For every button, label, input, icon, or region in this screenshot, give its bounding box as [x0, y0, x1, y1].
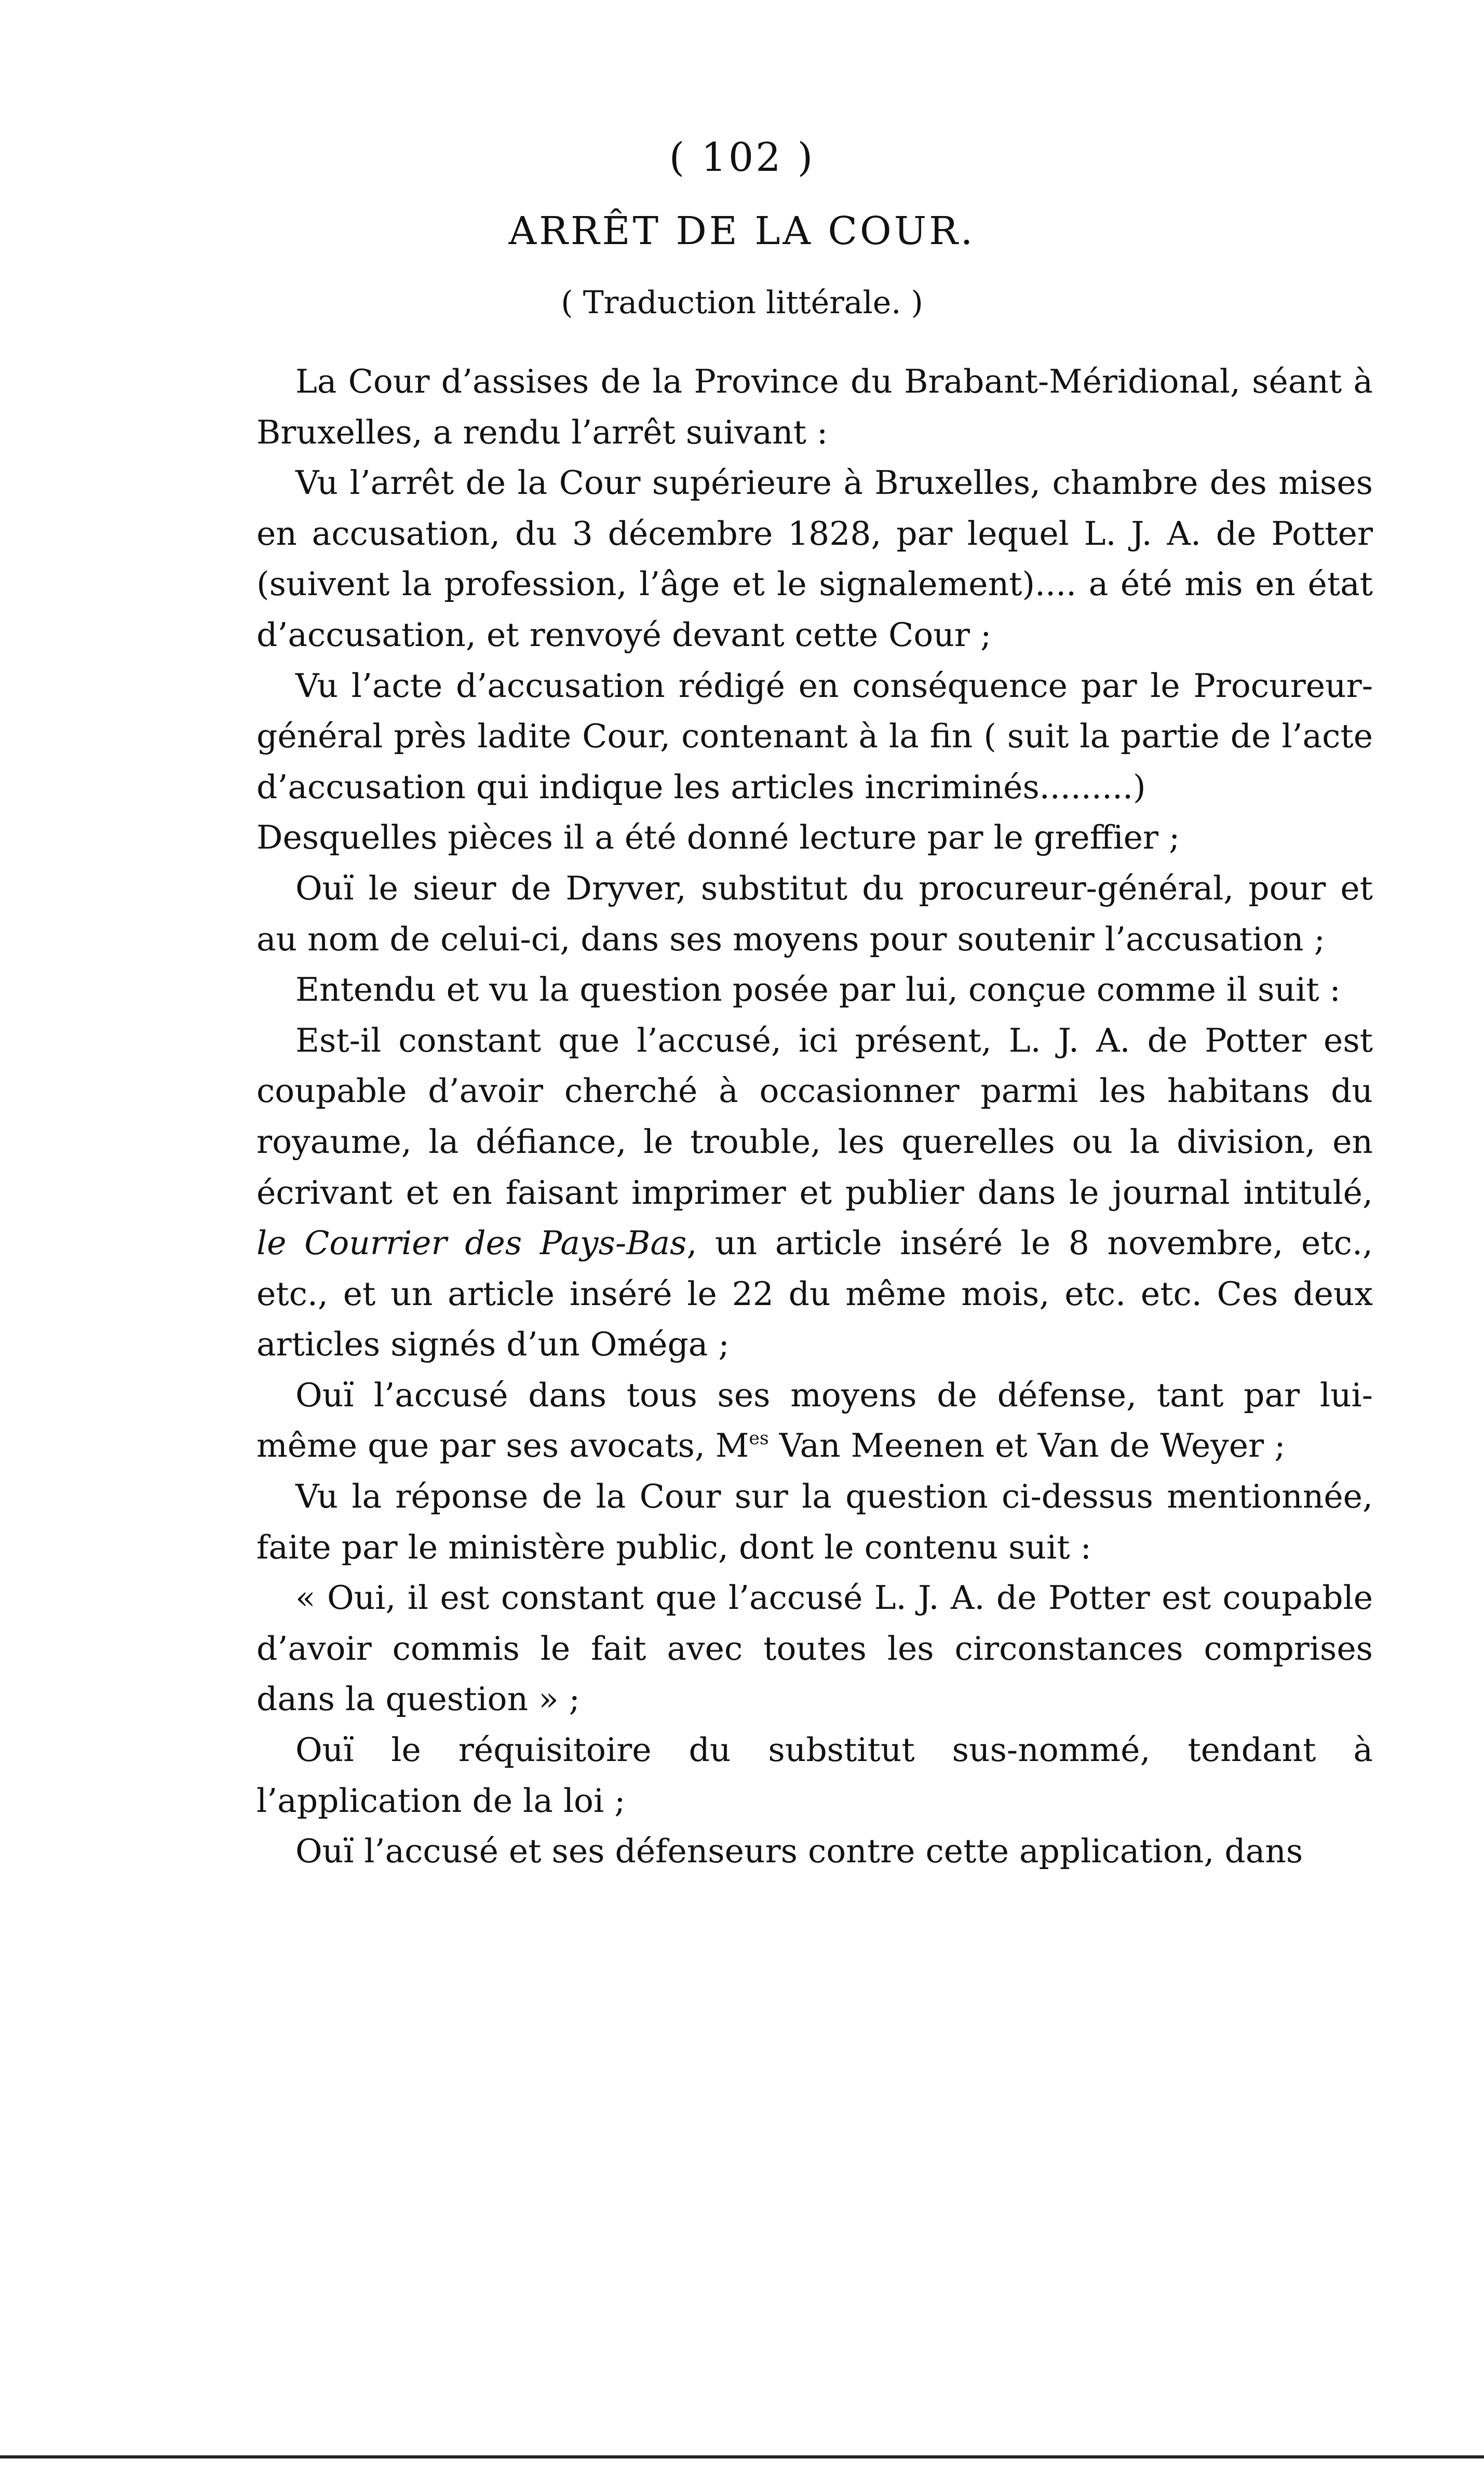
paragraph-oui-defenseurs: Ouï l’accusé et ses défenseurs contre cette application, dans [295, 1832, 1303, 1871]
question-text-before: Est-il constant que l’accusé, ici présent, L. J. A. de Potter est coupable d’avoir cherché à occasionner parmi les habitans du royaume, la défiance, le trouble, les querelles ou la division, en écrivant et en faisant imprimer et publier dans le journal intitulé, [257, 1021, 1373, 1212]
paragraph-oui-dryver: Ouï le sieur de Dryver, substitut du procureur-général, pour et au nom de celui-ci, dans ses moyens pour soutenir l’accusation ; [257, 869, 1373, 958]
defense-text-after: Van Meenen et Van de Weyer ; [768, 1427, 1286, 1465]
paragraph-vu-reponse: Vu la réponse de la Cour sur la question ci-dessus mentionnée, faite par le ministère public, dont le contenu suit : [257, 1477, 1373, 1566]
journal-title: le Courrier des Pays-Bas [257, 1224, 687, 1262]
body-text [257, 356, 1373, 1877]
paragraph-question [257, 1015, 1373, 1370]
paragraph-verdict-quote: « Oui, il est constant que l’accusé L. J. A. de Potter est coupable d’avoir commis le fait avec toutes les circonstances comprises dans la question » ; [257, 1579, 1373, 1718]
page-subtitle: ( Traduction littérale. ) [561, 285, 923, 321]
paragraph-desquelles: Desquelles pièces il a été donné lecture par le greffier ; [257, 818, 1180, 857]
paragraph-vu-arret: Vu l’arrêt de la Cour supérieure à Bruxelles, chambre des mises en accusation, du 3 décembre 1828, par lequel L. J. A. de Potter (suivent la profession, l’âge et le signalement).... a été mis en état d’accusation, et renvoyé devant cette Cour ; [257, 464, 1373, 654]
paragraph-entendu: Entendu et vu la question posée par lui, conçue comme il suit : [295, 971, 1341, 1009]
paragraph-vu-acte: Vu l’acte d’accusation rédigé en conséquence par le Procureur-général près ladite Cour, contenant à la fin ( suit la partie de l’acte d’accusation qui indique les articles incriminés.........) [257, 666, 1373, 806]
paragraph-court-intro: La Cour d’assises de la Province du Brabant-Méridional, séant à Bruxelles, a rendu l’arrêt suivant : [257, 362, 1373, 451]
page-number: ( 102 ) [669, 134, 815, 180]
question-text-after: , un article inséré le 8 novembre, etc., etc., et un article inséré le 22 du même mois, etc. etc. Ces deux articles signés d’un Oméga ; [257, 1224, 1373, 1364]
paragraph-requisitoire: Ouï le réquisitoire du substitut sus-nommé, tendant à l’application de la loi ; [257, 1731, 1373, 1820]
maitres-abbreviation: es [749, 1428, 769, 1449]
bottom-edge-rule [0, 2455, 1484, 2458]
defense-text-before: Ouï l’accusé dans tous ses moyens de défense, tant par lui-même que par ses avocats, M [257, 1376, 1373, 1465]
page-title: ARRÊT DE LA COUR. [508, 209, 976, 253]
paragraph-oui-accuse-defense [257, 1370, 1373, 1471]
